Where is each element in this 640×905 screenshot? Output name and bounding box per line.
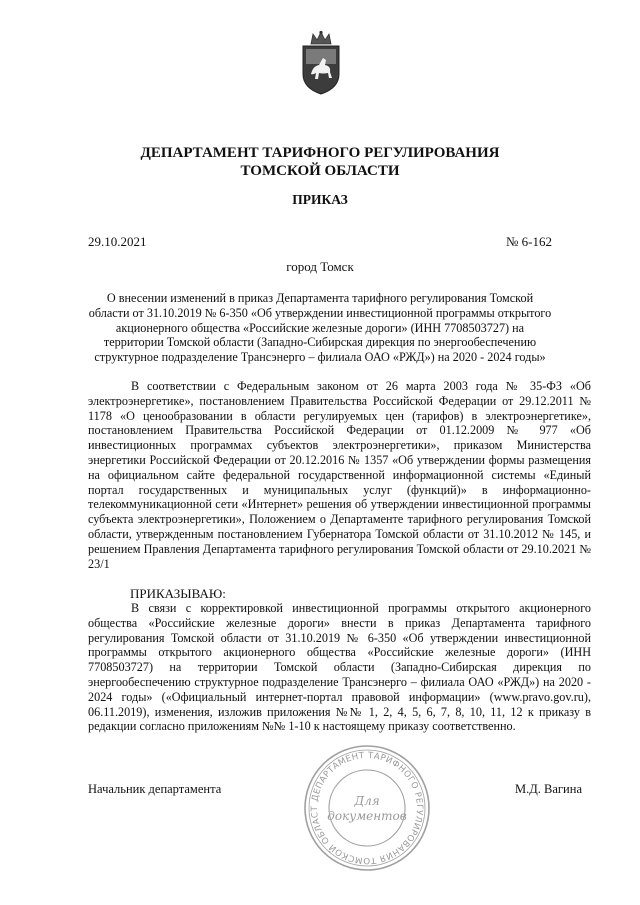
stamp-center-line1: Для	[354, 794, 380, 808]
department-name-line2: ТОМСКОЙ ОБЛАСТИ	[240, 163, 400, 179]
stamp-ring-text: ДЕПАРТАМЕНТ ТАРИФНОГО РЕГУЛИРОВАНИЯ ТОМСКОЙ ОБЛАСТ	[309, 750, 425, 866]
document-title: ПРИКАЗ	[292, 192, 348, 207]
department-name-line1: ДЕПАРТАМЕНТ ТАРИФНОГО РЕГУЛИРОВАНИЯ	[140, 145, 500, 161]
tomsk-region-emblem-icon	[299, 30, 343, 96]
directive-paragraph: В связи с корректировкой инвестиционной программы открытого акционерного общества «Российские железные дороги» внести в приказ Департамента тарифного регулирования Томской области от 31.10.2019 № 6-350 «Об утверждении инвестиционной программы открытого акционерного общества «Российские железные дороги» (ИНН 7708503727) на территории Томской области (Западно-Сибирская дирекция по энергообеспечению структурное подразделение Трансэнерго – филиала ОАО «РЖД») на 2020 - 2024 годы» («Официальный интернет-портал правовой информации» (www.pravo.gov.ru), 06.11.2019), изменения, изложив приложения №№ 1, 2, 4, 5, 6, 7, 8, 10, 11, 12 к приказу в редакции согласно приложениям №№ 1-10 к настоящему приказу соответственно.	[88, 601, 591, 734]
order-city: город Томск	[286, 259, 354, 274]
department-stamp	[302, 743, 432, 873]
preamble-paragraph: В соответствии с Федеральным законом от 26 марта 2003 года № 35-ФЗ «Об электроэнергетике», постановлением Правительства Российской Федерации от 29.12.2011 № 1178 «О ценообразовании в области регулируемых цен (тарифов) в электроэнергетике», постановлением Правительства Российской Федерации от 01.12.2009 № 977 «Об инвестиционных программах субъектов электроэнергетики», приказом Министерства энергетики Российской Федерации от 20.12.2016 № 1357 «Об утверждении формы размещения на официальном сайте федеральной государственной информационной системы «Единый портал государственных и муниципальных услуг (функций)» в информационно-телекоммуникационной сети «Интернет» решения об утверждении инвестиционной программы субъекта электроэнергетики», Положением о Департаменте тарифного регулирования Томской области, утвержденным постановлением Губернатора Томской области от 31.10.2012 № 145, и решением Правления Департамента тарифного регулирования Томской области от 29.10.2021 № 23/1	[88, 379, 591, 571]
stamp-center-line2: документов	[327, 809, 407, 823]
order-subject: О внесении изменений в приказ Департамента тарифного регулирования Томской области от 31.10.2019 № 6-350 «Об утверждении инвестиционной программы открытого акционерного общества «Российские железные дороги» (ИНН 7708503727) на территории Томской области (Западно-Сибирская дирекция по энергообеспечению структурное подразделение Трансэнерго – филиала ОАО «РЖД») на 2020 - 2024 годы»	[88, 291, 552, 365]
signer-name: М.Д. Вагина	[515, 782, 582, 796]
signer-position: Начальник департамента	[88, 782, 222, 796]
orders-heading: ПРИКАЗЫВАЮ:	[130, 586, 226, 601]
order-number: № 6-162	[506, 234, 552, 249]
order-date: 29.10.2021	[88, 234, 147, 249]
